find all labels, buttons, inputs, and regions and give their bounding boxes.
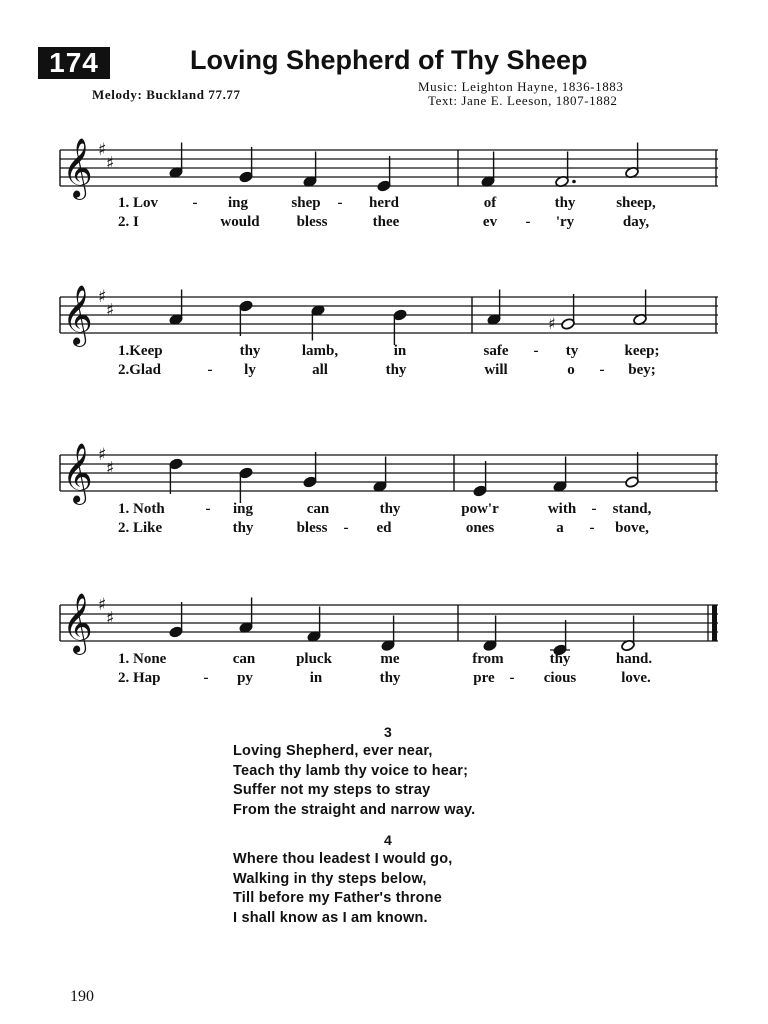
- lyric-syllable: shep: [291, 195, 321, 211]
- dot-icon: [572, 180, 576, 184]
- stanza-line: Where thou leadest I would go,: [233, 851, 453, 867]
- lyric-syllable: can: [232, 651, 256, 667]
- lyric-syllable: can: [306, 501, 330, 517]
- lyric-syllable: thy: [232, 520, 254, 536]
- lyric-syllable: would: [220, 214, 260, 230]
- lyric-syllable: bless: [296, 520, 328, 536]
- lyric-syllable: sheep,: [616, 195, 656, 211]
- lyric-hyphen: -: [589, 520, 595, 536]
- lyric-hyphen: -: [192, 195, 198, 211]
- lyric-syllable: 2.Glad: [118, 362, 161, 378]
- hymn-title: Loving Shepherd of Thy Sheep: [190, 45, 588, 75]
- treble-clef-icon: 𝄞: [62, 593, 93, 654]
- key-sharp-icon: ♯: [98, 595, 107, 615]
- melody-credit: Melody: Buckland 77.77: [92, 87, 241, 102]
- lyric-syllable: py: [237, 670, 253, 686]
- lyric-syllable: pluck: [296, 651, 332, 667]
- lyric-syllable: me: [380, 651, 400, 667]
- key-sharp-icon: ♯: [98, 445, 107, 465]
- lyric-hyphen: -: [591, 501, 597, 517]
- key-sharp-icon: ♯: [106, 458, 115, 479]
- lyric-syllable: ing: [232, 501, 254, 517]
- lyric-syllable: in: [393, 343, 407, 359]
- lyric-hyphen: -: [337, 195, 343, 211]
- lyric-syllable: ed: [376, 520, 392, 536]
- stanza-line: Teach thy lamb thy voice to hear;: [233, 762, 469, 779]
- stanza-line: Till before my Father's throne: [233, 890, 442, 906]
- lyric-hyphen: -: [599, 362, 605, 378]
- stanza-line: Walking in thy steps below,: [233, 870, 427, 887]
- lyric-syllable: keep;: [624, 343, 660, 359]
- lyric-syllable: safe: [483, 343, 509, 359]
- stanza-4: [233, 850, 452, 928]
- lyric-syllable: of: [483, 195, 497, 211]
- lyric-syllable: herd: [369, 195, 399, 211]
- stanza-line: I shall know as I am known.: [233, 909, 428, 926]
- lyric-syllable: thy: [549, 651, 571, 667]
- credits: [418, 80, 624, 108]
- lyric-syllable: 2. Hap: [118, 670, 161, 686]
- final-barline-thick: [712, 605, 717, 641]
- lyric-syllable: pre: [473, 670, 495, 686]
- lyric-syllable: ly: [244, 362, 256, 378]
- lyric-syllable: all: [312, 362, 328, 378]
- lyric-syllable: bless: [296, 214, 328, 230]
- lyric-syllable: day,: [622, 214, 650, 230]
- treble-clef-icon: 𝄞: [62, 443, 93, 504]
- lyric-syllable: 2. Like: [118, 520, 163, 536]
- treble-clef-icon: 𝄞: [62, 285, 93, 346]
- lyric-syllable: a: [556, 520, 564, 536]
- key-sharp-icon: ♯: [106, 608, 115, 629]
- lyric-syllable: bove,: [615, 520, 649, 536]
- lyric-syllable: 1. None: [118, 651, 167, 667]
- lyric-syllable: hand.: [615, 651, 653, 667]
- treble-clef-icon: 𝄞: [62, 138, 93, 199]
- lyric-syllable: cious: [543, 670, 577, 686]
- lyric-syllable: will: [484, 362, 508, 378]
- lyric-hyphen: -: [343, 520, 349, 536]
- stanza-3: [233, 742, 475, 820]
- sharp-accidental-icon: ♯: [548, 314, 556, 333]
- lyric-syllable: stand,: [612, 501, 652, 517]
- lyric-syllable: thy: [239, 343, 261, 359]
- lyric-syllable: in: [309, 670, 323, 686]
- key-sharp-icon: ♯: [98, 140, 107, 160]
- lyric-syllable: 1. Lov: [118, 195, 159, 211]
- lyric-syllable: thee: [372, 214, 400, 230]
- key-sharp-icon: ♯: [106, 153, 115, 174]
- lyric-syllable: bey;: [628, 362, 656, 378]
- stanza-line: From the straight and narrow way.: [233, 801, 476, 818]
- lyric-syllable: from: [472, 651, 504, 667]
- lyric-syllable: love.: [621, 670, 651, 686]
- lyric-syllable: ty: [565, 343, 579, 359]
- lyric-hyphen: -: [533, 343, 539, 359]
- lyric-hyphen: -: [525, 214, 531, 230]
- lyric-syllable: thy: [379, 670, 401, 686]
- key-sharp-icon: ♯: [106, 300, 115, 321]
- lyric-syllable: 'ry: [555, 214, 575, 230]
- lyric-syllable: o: [567, 362, 575, 378]
- lyric-syllable: thy: [554, 195, 576, 211]
- hymn-number: 174: [38, 47, 110, 79]
- lyric-syllable: thy: [379, 501, 401, 517]
- lyric-syllable: 1. Noth: [118, 501, 165, 517]
- stanza-line: Suffer not my steps to stray: [233, 782, 431, 798]
- lyric-syllable: ing: [227, 195, 249, 211]
- stanza-4-number: 4: [384, 832, 392, 848]
- lyric-syllable: ones: [465, 520, 495, 536]
- stanza-line: Loving Shepherd, ever near,: [233, 743, 433, 759]
- lyric-syllable: pow'r: [461, 501, 499, 517]
- lyric-hyphen: -: [509, 670, 515, 686]
- lyric-hyphen: -: [207, 362, 213, 378]
- lyric-syllable: lamb,: [301, 343, 339, 359]
- page-number: 190: [70, 988, 94, 1005]
- key-sharp-icon: ♯: [98, 287, 107, 307]
- lyric-syllable: thy: [385, 362, 407, 378]
- text-credit: Text: Jane E. Leeson, 1807-1882: [428, 93, 618, 108]
- lyric-syllable: 1.Keep: [118, 343, 163, 359]
- lyric-hyphen: -: [205, 501, 211, 517]
- stanza-3-number: 3: [384, 724, 392, 740]
- lyric-hyphen: -: [203, 670, 209, 686]
- music-credit: Music: Leighton Hayne, 1836-1883: [418, 79, 624, 94]
- lyric-syllable: with: [547, 501, 577, 517]
- lyric-syllable: 2. I: [118, 214, 139, 230]
- lyric-syllable: ev: [482, 214, 498, 230]
